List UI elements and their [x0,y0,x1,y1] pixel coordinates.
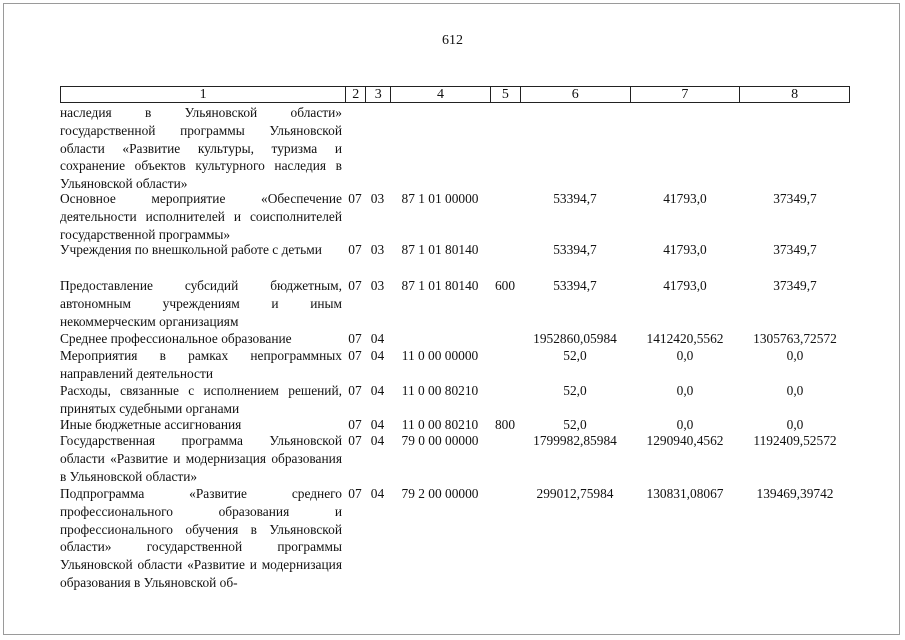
row-sum-col-6: 53394,7 [553,191,597,206]
row-section: 07 [348,242,362,257]
row-target-code [390,104,490,193]
row-target-code: 87 1 01 80140 [401,242,479,257]
row-sum-col-7: 0,0 [676,348,694,363]
row-sum-col-8: 37349,7 [773,278,817,293]
row-name: Учреждения по внешкольной работе с детьми [60,242,322,257]
row-name: Государственная программа Ульяновской области «Развитие и модернизация образования в Ульяновской области» [60,433,342,484]
table-row [60,330,850,348]
row-expense-type [490,382,520,418]
table-row [60,485,850,592]
row-sum-col-6: 53394,7 [553,278,597,293]
table-row [60,347,850,383]
row-name: Иные бюджетные ассигнования [60,417,242,432]
row-section [345,104,365,193]
table-row [60,432,850,485]
row-subsection: 04 [370,486,385,501]
row-sum-col-8: 37349,7 [773,191,817,206]
row-sum-col-6: 52,0 [563,417,587,432]
row-expense-type [490,190,520,243]
row-sum-col-8: 0,0 [786,417,804,432]
row-name: Подпрограмма «Развитие среднего профессионального образования и профессионального обучения в Ульяновской области» государственной программы Ульяновской области «Развитие и модернизация образования в Ульяновской об- [60,486,342,590]
header-col-1: 1 [199,87,207,102]
row-name: Среднее профессиональное образование [60,331,292,346]
row-sum-col-7: 41793,0 [663,191,707,206]
row-expense-type [490,241,520,259]
row-subsection: 04 [370,383,385,398]
header-col-6: 6 [520,87,630,102]
table-row [60,277,850,330]
row-name: Расходы, связанные с исполнением решений, принятых судебными органами [60,383,342,416]
table-row [60,190,850,243]
row-section: 07 [348,383,362,398]
row-sum-col-8: 1192409,52572 [753,433,837,448]
row-sum-col-7: 1290940,4562 [646,433,724,448]
row-expense-type [490,485,520,592]
header-col-8: 8 [739,87,849,102]
row-expense-type [490,330,520,348]
row-sum-col-7: 41793,0 [663,242,707,257]
row-target-code: 79 2 00 00000 [401,486,479,501]
header-col-2: 2 [345,87,365,102]
row-target-code: 11 0 00 80210 [401,417,479,432]
row-target-code: 87 1 01 00000 [401,191,479,206]
table-row [60,104,850,193]
row-section: 07 [348,191,362,206]
header-col-5: 5 [490,87,520,102]
row-sum-col-8 [740,104,850,193]
row-sum-col-7 [630,104,740,193]
row-sum-col-6: 52,0 [563,383,587,398]
row-section: 07 [348,348,362,363]
row-subsection: 04 [370,331,385,346]
row-sum-col-7: 0,0 [676,417,694,432]
row-expense-type [490,432,520,485]
row-sum-col-7: 130831,08067 [646,486,724,501]
row-subsection: 04 [370,348,385,363]
row-subsection: 03 [370,278,385,293]
row-sum-col-8: 139469,39742 [756,486,834,501]
row-name: Основное мероприятие «Обеспечение деятельности исполнителей и соисполнителей государственной программы» [60,191,342,242]
row-name: Предоставление субсидий бюджетным, автономным учреждениям и иным некоммерческим организациям [60,278,342,329]
row-subsection: 03 [370,242,385,257]
row-sum-col-8: 37349,7 [773,242,817,257]
row-target-code: 79 0 00 00000 [401,433,479,448]
row-section: 07 [348,278,362,293]
row-subsection: 03 [370,191,385,206]
row-sum-col-6 [520,104,630,193]
row-subsection [365,104,390,193]
row-section: 07 [348,331,362,346]
row-section: 07 [348,486,362,501]
row-sum-col-7: 41793,0 [663,278,707,293]
header-col-4: 4 [390,87,490,102]
row-target-code [390,330,490,348]
row-sum-col-8: 0,0 [786,348,804,363]
row-sum-col-6: 53394,7 [553,242,597,257]
header-col-3: 3 [365,87,390,102]
row-expense-type [490,104,520,193]
row-subsection: 04 [370,417,385,432]
row-name: наследия в Ульяновской области» государственной программы Ульяновской области «Развитие культуры, туризма и сохранение объектов культурного наследия в Ульяновской области» [60,105,342,192]
row-sum-col-7: 1412420,5562 [646,331,724,346]
table-row [60,241,850,259]
row-expense-type: 800 [494,417,516,432]
row-sum-col-6: 299012,75984 [536,486,614,501]
table-header-row [60,86,850,103]
row-sum-col-8: 1305763,72572 [753,331,837,346]
row-section: 07 [348,417,362,432]
row-sum-col-7: 0,0 [676,383,694,398]
row-sum-col-6: 1952860,05984 [533,331,617,346]
row-sum-col-6: 52,0 [563,348,587,363]
row-expense-type: 600 [494,278,516,293]
row-target-code: 87 1 01 80140 [401,278,479,293]
table-row [60,382,850,418]
row-sum-col-8: 0,0 [786,383,804,398]
row-subsection: 04 [370,433,385,448]
row-section: 07 [348,433,362,448]
row-target-code: 11 0 00 80210 [401,383,479,398]
row-name: Мероприятия в рамках непрограммных направлений деятельности [60,348,342,381]
row-expense-type [490,347,520,383]
row-sum-col-6: 1799982,85984 [533,433,617,448]
row-target-code: 11 0 00 00000 [401,348,479,363]
page-number: 612 [442,33,463,48]
header-col-7: 7 [630,87,740,102]
